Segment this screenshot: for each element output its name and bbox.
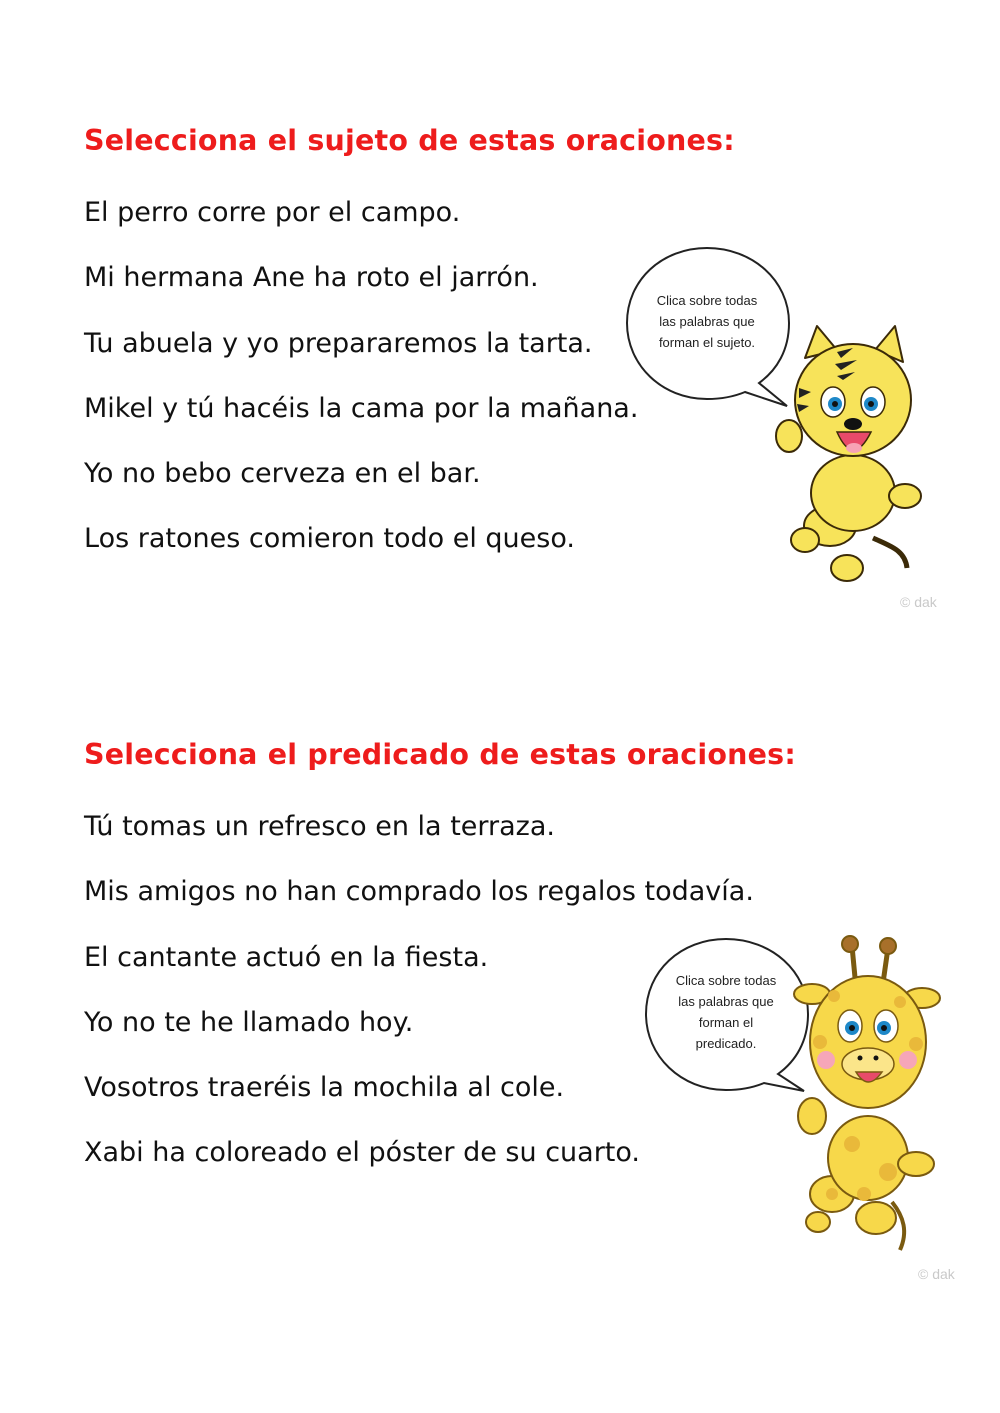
sentence-subject-3[interactable]: Tu abuela y yo prepararemos la tarta.: [84, 327, 593, 359]
tiger-icon: [775, 318, 925, 586]
speech-bubble-subject: [627, 246, 787, 406]
sentence-predicate-3[interactable]: El cantante actuó en la fiesta.: [84, 941, 489, 973]
watermark-subject: © dak: [900, 594, 937, 610]
giraffe-icon: [792, 932, 942, 1254]
speech-bubble-predicate: [646, 937, 806, 1097]
sentence-predicate-2[interactable]: Mis amigos no han comprado los regalos todavía.: [84, 876, 754, 908]
sentence-subject-4[interactable]: Mikel y tú hacéis la cama por la mañana.: [84, 392, 639, 424]
sentence-subject-5[interactable]: Yo no bebo cerveza en el bar.: [84, 458, 481, 490]
sentence-predicate-6[interactable]: Xabi ha coloreado el póster de su cuarto.: [84, 1137, 641, 1169]
sentence-list-subject: [84, 191, 638, 583]
sentence-subject-1[interactable]: El perro corre por el campo.: [84, 197, 461, 228]
bubble-text-subject: Clica sobre todas las palabras que forman el sujeto.: [656, 292, 758, 350]
heading-predicate: Selecciona el predicado de estas oraciones:: [84, 738, 796, 771]
sentence-predicate-1[interactable]: Tú tomas un refresco en la terraza.: [84, 811, 555, 842]
watermark-predicate: © dak: [918, 1266, 955, 1282]
sentence-predicate-4[interactable]: Yo no te he llamado hoy.: [84, 1006, 414, 1038]
heading-subject: Selecciona el sujeto de estas oraciones:: [84, 124, 735, 157]
sentence-subject-6[interactable]: Los ratones comieron todo el queso.: [84, 523, 575, 555]
sentence-subject-2[interactable]: Mi hermana Ane ha roto el jarrón.: [84, 262, 539, 294]
bubble-text-predicate: Clica sobre todas las palabras que forman el predicado.: [675, 973, 777, 1051]
sentence-predicate-5[interactable]: Vosotros traeréis la mochila al cole.: [84, 1072, 565, 1104]
